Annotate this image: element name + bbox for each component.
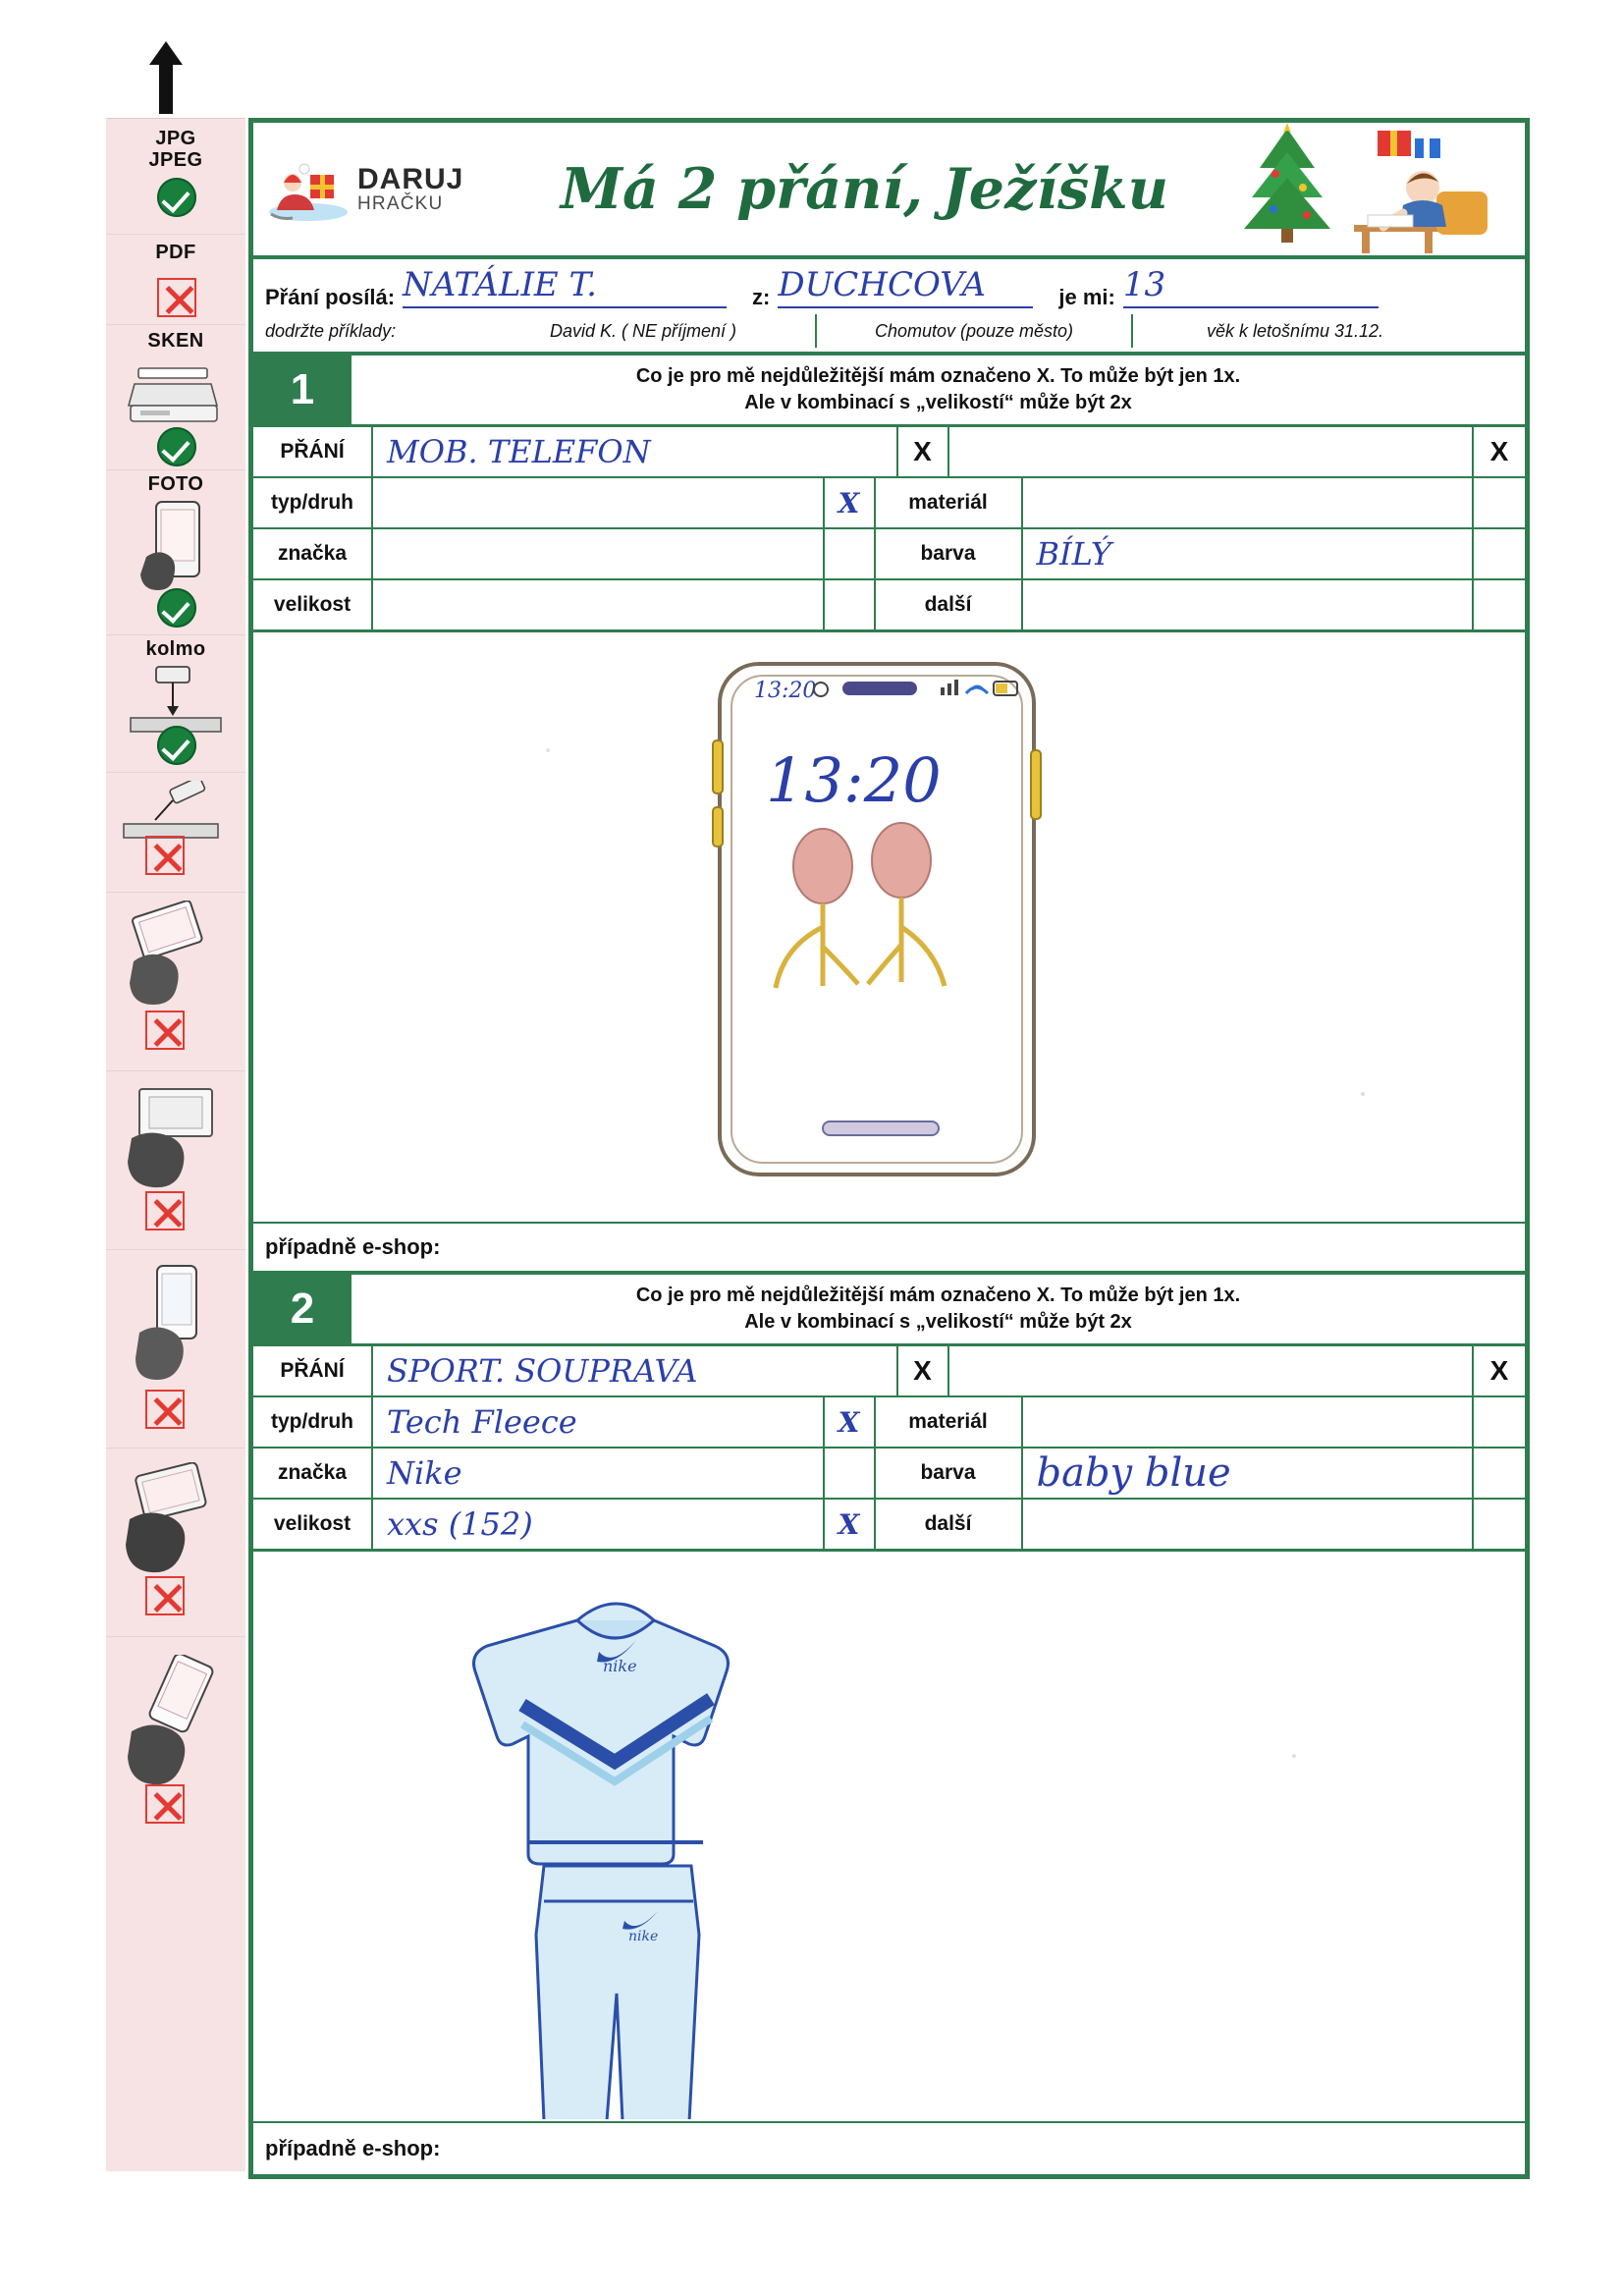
phone-far-icon: [114, 1252, 238, 1386]
size-other-row: [253, 1500, 1525, 1549]
wish-x-checkbox-right[interactable]: X: [1489, 1355, 1509, 1386]
rail-item-phone-far: [106, 1252, 245, 1449]
material-label: materiál: [876, 478, 1023, 527]
rail-item-label: JPG JPEG: [148, 128, 203, 171]
check-icon: [157, 588, 196, 628]
size-other-row: [253, 580, 1525, 629]
svg-text:nike: nike: [603, 1657, 637, 1675]
rail-item-hand-paper: [106, 1073, 245, 1250]
wish-x-checkbox-right[interactable]: X: [1489, 436, 1509, 466]
wish-value-right[interactable]: [949, 427, 1475, 476]
scanner-icon: [117, 355, 235, 433]
brand-label: značka: [253, 1449, 373, 1498]
cross-icon: [145, 1784, 185, 1824]
section-1-header: [253, 355, 1525, 427]
form-header: [253, 123, 1525, 259]
rail-item-label: kolmo: [145, 638, 206, 660]
size-x-checkbox[interactable]: X: [825, 1500, 876, 1549]
type-value[interactable]: [373, 478, 825, 527]
svg-text:13:20: 13:20: [766, 744, 942, 816]
type-label: typ/druh: [253, 478, 373, 527]
city-label: z:: [752, 285, 771, 309]
section-number: 2: [253, 1275, 352, 1343]
sender-block: [253, 259, 1525, 355]
rail-item-label: PDF: [155, 242, 196, 263]
perpendicular-camera-icon: [117, 663, 235, 736]
hand-holding-paper-icon: [114, 1073, 238, 1191]
hint-name: David K. ( NE příjmení ): [549, 320, 737, 341]
brand-value[interactable]: Nike: [373, 1449, 825, 1498]
tilted-phone-photo-icon: [114, 895, 238, 1011]
age-label: je mi:: [1058, 285, 1115, 309]
section-1-drawing-area[interactable]: [253, 632, 1525, 1224]
section-2-attributes: [253, 1346, 1525, 1552]
material-x-checkbox[interactable]: [1474, 478, 1525, 527]
material-value[interactable]: [1023, 1397, 1475, 1447]
rail-item-sken: [106, 325, 245, 470]
sender-label: Přání posílá:: [265, 285, 396, 309]
hint-age: věk k letošnímu 31.12.: [1206, 320, 1384, 341]
rail-item-pdf: [106, 235, 245, 325]
rail-item-kolmo: [106, 635, 245, 773]
wish-value[interactable]: SPORT. SOUPRAVA: [373, 1346, 898, 1395]
phone-dark-icon: [114, 1450, 238, 1580]
brand-logo: [253, 153, 499, 226]
wish-form: [248, 118, 1530, 2179]
instruction-line-1: Co je pro mě nejdůležitější mám označeno X. To může být jen 1x.: [635, 365, 1241, 387]
wish-value[interactable]: MOB. TELEFON: [373, 427, 898, 476]
brand-value[interactable]: [373, 529, 825, 578]
type-material-row: [253, 1397, 1525, 1449]
other-value[interactable]: [1023, 580, 1475, 629]
color-value[interactable]: BÍLÝ: [1023, 529, 1475, 578]
type-x-checkbox[interactable]: X: [825, 478, 876, 527]
rail-item-jpg: [106, 119, 245, 235]
section-1-attributes: [253, 427, 1525, 632]
other-label: další: [876, 580, 1023, 629]
section-2-eshop[interactable]: [253, 2123, 1525, 2174]
eshop-label: případně e-shop:: [265, 2136, 441, 2160]
section-number: 1: [253, 355, 352, 424]
rail-item-tilted-phone: [106, 895, 245, 1071]
section-2-drawing-area[interactable]: [253, 1552, 1525, 2123]
section-2-header: [253, 1275, 1525, 1346]
type-x-checkbox[interactable]: X: [825, 1397, 876, 1447]
eshop-label: případně e-shop:: [265, 1234, 441, 1259]
rail-item-label: FOTO: [147, 473, 204, 495]
instruction-line-2: Ale v kombinací s „velikostí“ může být 2x: [744, 1311, 1132, 1333]
other-x-checkbox[interactable]: [1474, 1500, 1525, 1549]
color-x-checkbox[interactable]: [1474, 529, 1525, 578]
hint-city: Chomutov (pouze město): [874, 320, 1074, 341]
hand-drawn-tracksuit-sketch: [253, 1552, 1525, 2119]
material-label: materiál: [876, 1397, 1023, 1447]
type-material-row: [253, 478, 1525, 529]
phone-photo-icon: [117, 498, 235, 594]
size-label: velikost: [253, 1500, 373, 1549]
color-x-checkbox[interactable]: [1474, 1449, 1525, 1498]
sender-age-value[interactable]: 13: [1122, 265, 1166, 304]
brand-color-row: [253, 529, 1525, 580]
rail-item-phone-dark: [106, 1450, 245, 1637]
wish-label: PŘÁNÍ: [253, 427, 373, 476]
sender-name-value[interactable]: NATÁLIE T.: [403, 265, 597, 304]
size-label: velikost: [253, 580, 373, 629]
cross-icon: [157, 278, 196, 317]
material-x-checkbox[interactable]: [1474, 1397, 1525, 1447]
rail-item-foto: [106, 470, 245, 635]
section-1-eshop[interactable]: [253, 1224, 1525, 1275]
other-label: další: [876, 1500, 1023, 1549]
wish-label: PŘÁNÍ: [253, 1346, 373, 1395]
type-label: typ/druh: [253, 1397, 373, 1447]
instruction-line-2: Ale v kombinací s „velikostí“ může být 2x: [744, 392, 1132, 413]
cross-icon: [145, 1576, 185, 1615]
hand-drawn-smartphone-sketch: [253, 632, 1525, 1220]
size-value[interactable]: [373, 580, 825, 629]
wish-value-right[interactable]: [949, 1346, 1475, 1395]
type-value[interactable]: Tech Fleece: [373, 1397, 825, 1447]
wish-x-checkbox[interactable]: X: [898, 1346, 949, 1395]
other-x-checkbox[interactable]: [1474, 580, 1525, 629]
brand-label: značka: [253, 529, 373, 578]
check-icon: [157, 178, 196, 217]
brand-color-row: [253, 1449, 1525, 1500]
color-label: barva: [876, 529, 1023, 578]
sender-city-value[interactable]: DUCHCOVA: [778, 265, 987, 304]
phone-tilted-icon: [114, 1639, 238, 1792]
rail-item-angled-camera: [106, 775, 245, 893]
svg-text:13:20: 13:20: [754, 679, 817, 703]
rail-item-label: SKEN: [147, 330, 204, 352]
logo-line2: HRAČKU: [357, 193, 444, 214]
wish-row: [253, 1346, 1525, 1397]
wish-x-checkbox[interactable]: X: [898, 427, 949, 476]
instruction-rail: [106, 118, 245, 2171]
check-icon: [157, 427, 196, 466]
material-value[interactable]: [1023, 478, 1475, 527]
upload-arrow-icon: [149, 41, 183, 114]
svg-text:nike: nike: [628, 1929, 659, 1944]
cross-icon: [145, 1390, 185, 1429]
hint-label: dodržte příklady:: [265, 320, 397, 341]
cross-icon: [145, 836, 185, 875]
wish-row: [253, 427, 1525, 478]
logo-line1: DARUJ: [357, 163, 464, 195]
rail-item-phone-tilted: [106, 1639, 245, 1865]
size-value[interactable]: xxs (152): [373, 1500, 825, 1549]
other-value[interactable]: [1023, 1500, 1475, 1549]
christmas-tree-boy-writing-icon: [1230, 123, 1525, 255]
santa-sleigh-gift-icon: [265, 153, 350, 226]
cross-icon: [145, 1191, 185, 1230]
instruction-line-1: Co je pro mě nejdůležitější mám označeno X. To může být jen 1x.: [635, 1285, 1241, 1306]
size-x-checkbox[interactable]: [825, 580, 876, 629]
brand-x-checkbox[interactable]: [825, 529, 876, 578]
color-value[interactable]: baby blue: [1023, 1449, 1475, 1498]
brand-x-checkbox[interactable]: [825, 1449, 876, 1498]
page-title: Má 2 přání, Ježíšku: [560, 156, 1169, 222]
cross-icon: [145, 1011, 185, 1050]
color-label: barva: [876, 1449, 1023, 1498]
check-icon: [157, 726, 196, 765]
